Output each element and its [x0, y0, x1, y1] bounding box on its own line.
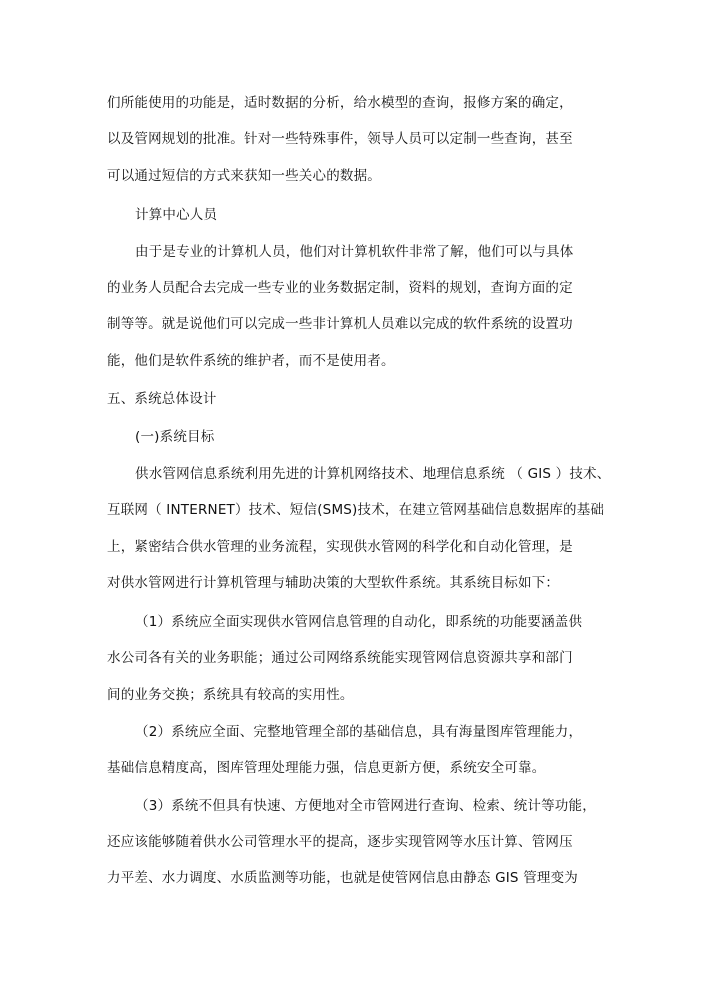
text-line-5: 由于是专业的计算机人员，他们对计算机软件非常了解，他们可以与具体 [135, 244, 574, 260]
text-line-13: 上，紧密结合供水管理的业务流程，实现供水管网的科学化和自动化管理，是 [107, 539, 573, 555]
text-line-1: 们所能使用的功能是，适时数据的分析，给水模型的查询，报修方案的确定， [107, 95, 573, 111]
text-line-12: 互联网（ INTERNET）技术、短信(SMS)技术，在建立管网基础信息数据库的基础 [107, 502, 605, 518]
section-heading-computing-staff: 计算中心人员 [135, 207, 218, 223]
goal-item-3-line-2: 还应该能够随着供水公司管理水平的提高，逐步实现管网等水压计算、管网压 [107, 834, 573, 850]
goal-item-1-line-1: （1）系统应全面实现供水管网信息管理的自动化，即系统的功能要涵盖供 [135, 614, 583, 630]
text-line-2: 以及管网规划的批准。针对一些特殊事件，领导人员可以定制一些查询，甚至 [107, 131, 573, 147]
goal-item-2-line-2: 基础信息精度高，图库管理处理能力强，信息更新方便，系统安全可靠。 [107, 760, 546, 776]
goal-item-2-line-1: （2）系统应全面、完整地管理全部的基础信息，具有海量图库管理能力， [135, 724, 583, 740]
subsection-heading-system-goals: (一)系统目标 [135, 429, 215, 445]
text-line-6: 的业务人员配合去完成一些专业的业务数据定制，资料的规划，查询方面的定 [107, 280, 573, 296]
goal-item-1-line-2: 水公司各有关的业务职能；通过公司网络系统能实现管网信息资源共享和部门 [107, 650, 573, 666]
text-line-7: 制等等。就是说他们可以完成一些非计算机人员难以完成的软件系统的设置功 [107, 316, 573, 332]
goal-item-3-line-3: 力平差、水力调度、水质监测等功能，也就是使管网信息由静态 GIS 管理变为 [107, 870, 578, 886]
text-line-11: 供水管网信息系统利用先进的计算机网络技术、地理信息系统 （ GIS ）技术、 [135, 466, 611, 482]
text-line-8: 能，他们是软件系统的维护者，而不是使用者。 [107, 353, 395, 369]
text-line-3: 可以通过短信的方式来获知一些关心的数据。 [107, 168, 381, 184]
goal-item-3-line-1: （3）系统不但具有快速、方便地对全市管网进行查询、检索、统计等功能， [135, 798, 596, 814]
chapter-heading-overall-design: 五、系统总体设计 [107, 391, 217, 407]
goal-item-1-line-3: 间的业务交换；系统具有较高的实用性。 [107, 687, 354, 703]
text-line-14: 对供水管网进行计算机管理与辅助决策的大型软件系统。其系统目标如下： [107, 575, 560, 591]
